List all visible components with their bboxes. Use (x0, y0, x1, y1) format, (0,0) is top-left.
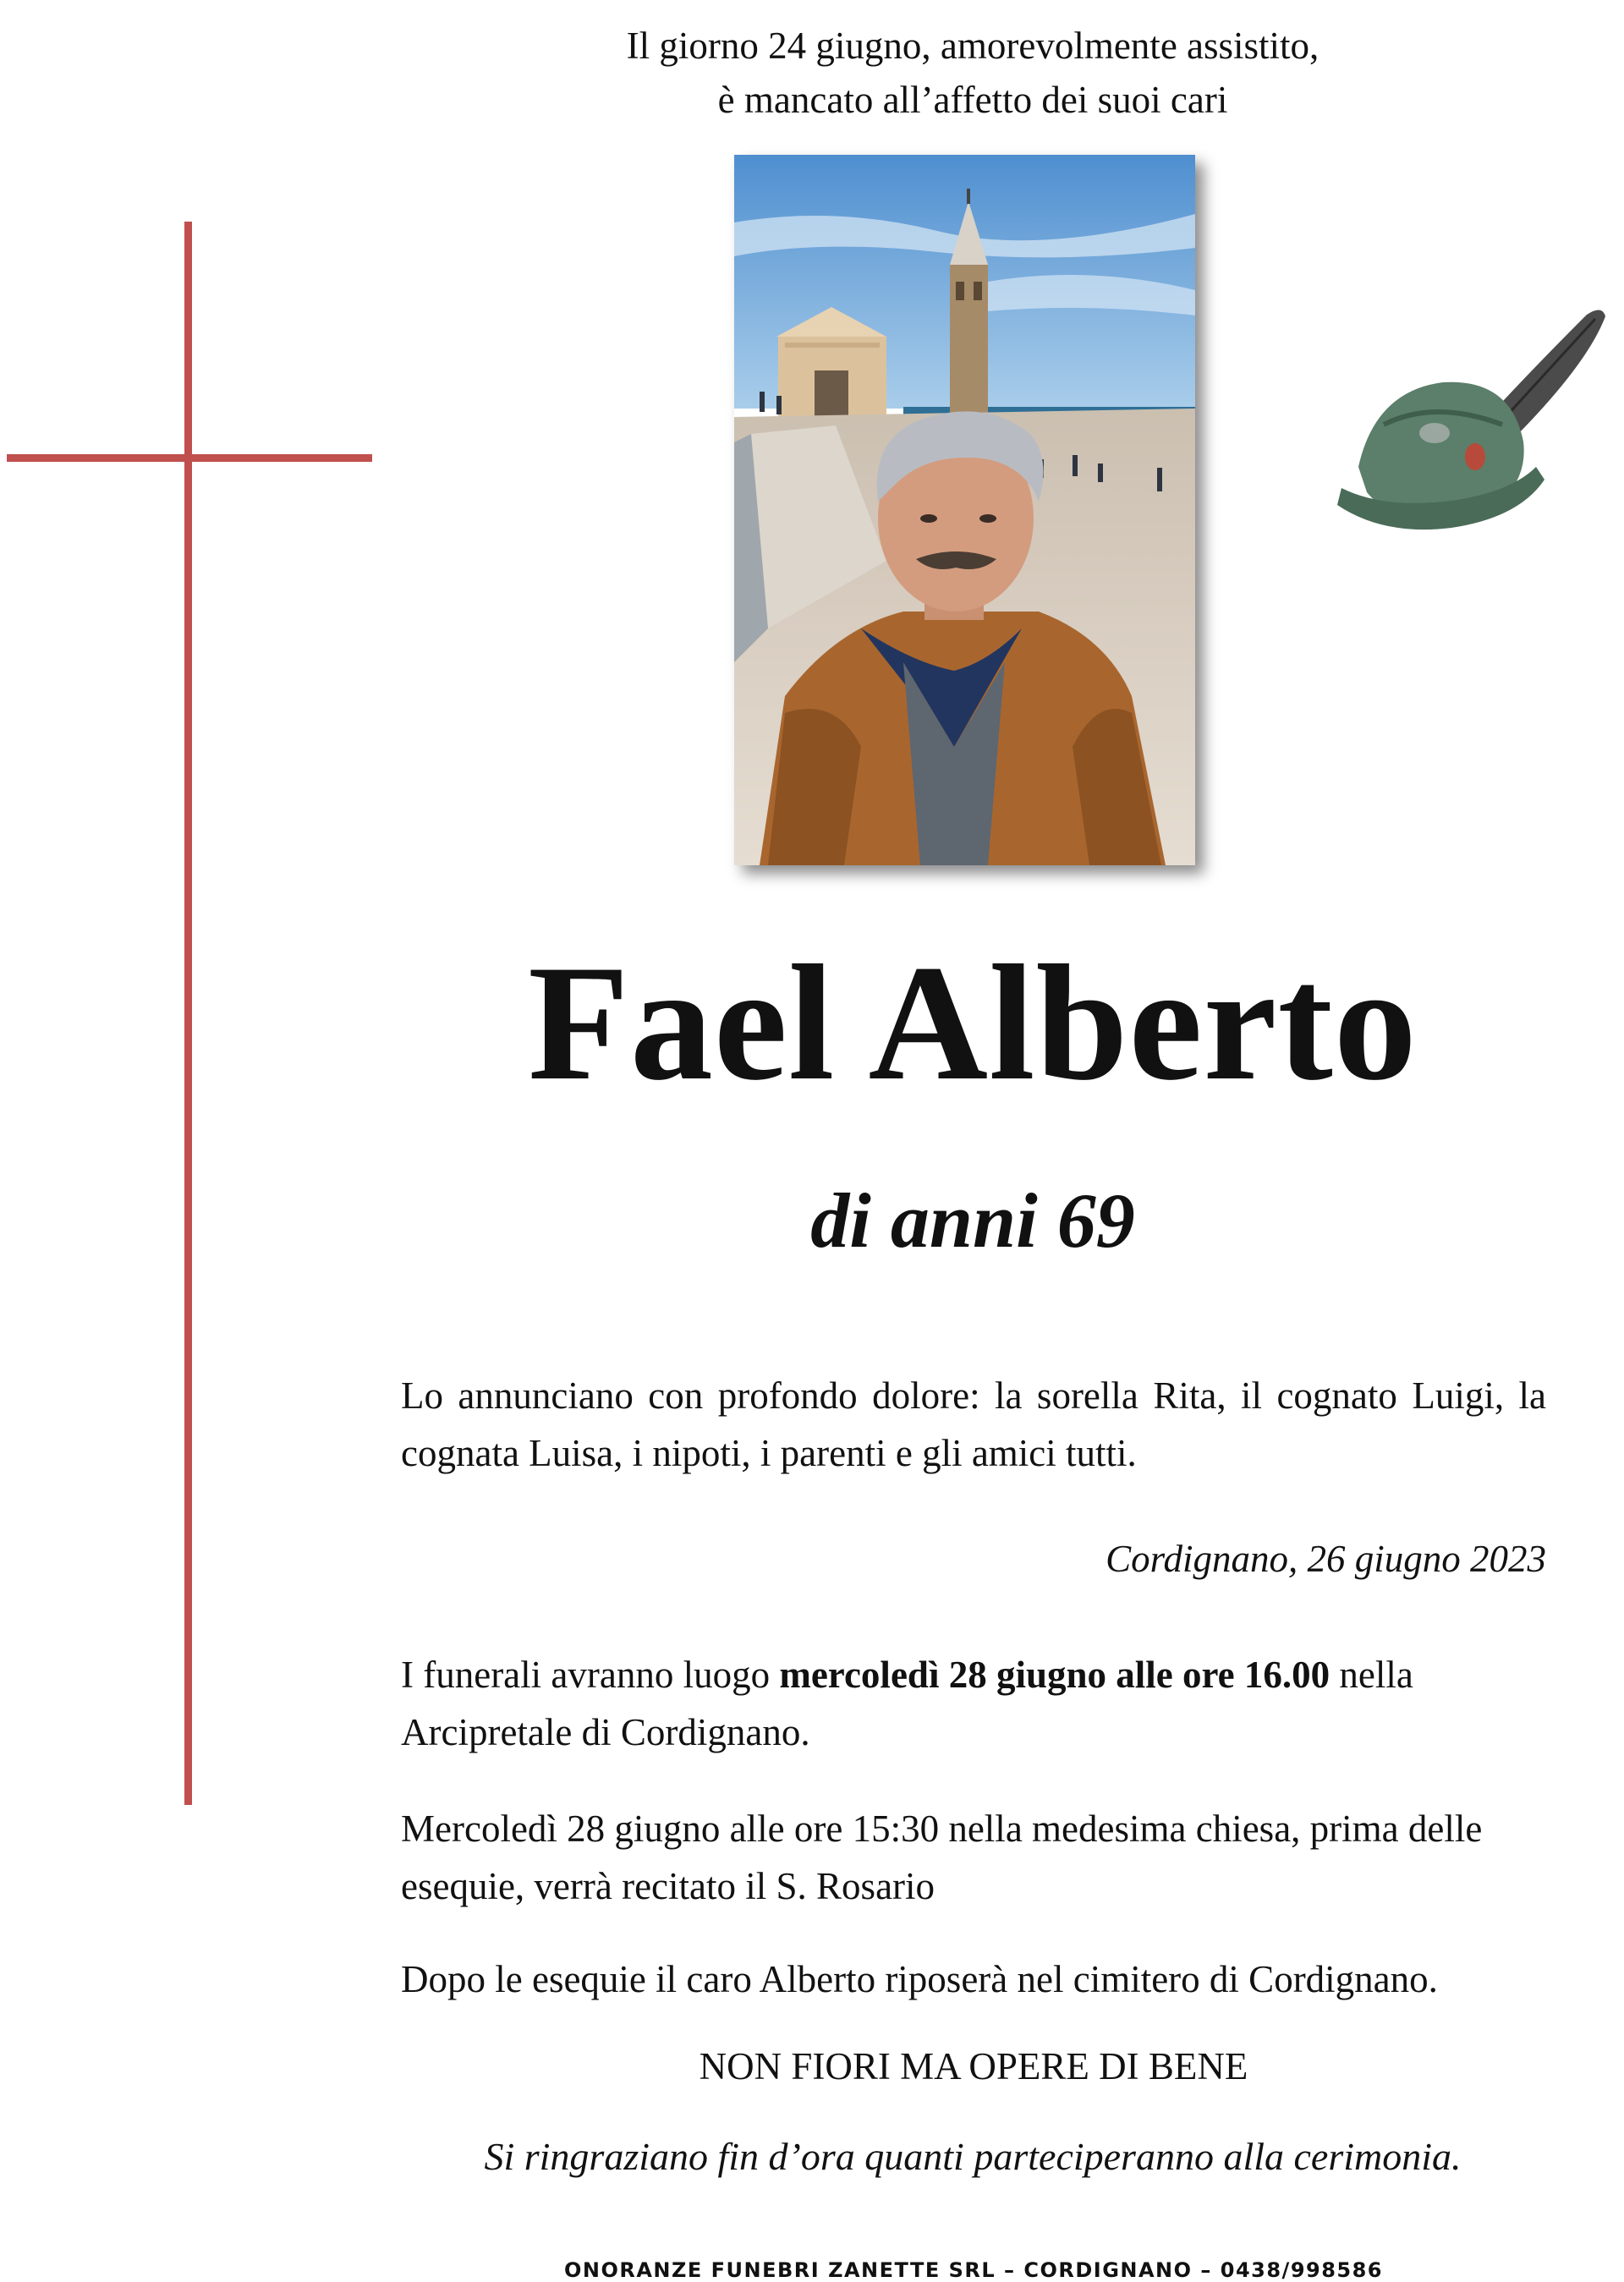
portrait-illustration (734, 155, 1195, 865)
funeral-home-footer: ONORANZE FUNEBRI ZANETTE SRL – CORDIGNANO – 0438/998586 (563, 2258, 1384, 2282)
thanks-note: Si ringraziano fin d’ora quanti parteciperanno alla cerimonia. (484, 2135, 1462, 2178)
intro-line-1: Il giorno 24 giugno, amorevolmente assistito, (626, 25, 1320, 67)
intro-line-2: è mancato all’affetto dei suoi cari (717, 79, 1228, 121)
deceased-name: Fael Alberto (528, 931, 1418, 1115)
place-date: Cordignano, 26 giugno 2023 (1106, 1538, 1546, 1580)
funeral-datetime: mercoledì 28 giugno alle ore 16.00 (779, 1654, 1330, 1696)
no-flowers-note: NON FIORI MA OPERE DI BENE (699, 2045, 1248, 2087)
funeral-prefix: I funerali avranno luogo (401, 1654, 780, 1696)
cross-icon-horizontal (7, 454, 372, 462)
rosary-info: Mercoledì 28 giugno alle ore 15:30 nella medesima chiesa, prima delle esequie, verrà recitato il S. Rosario (401, 1807, 1483, 1907)
portrait-photo (734, 155, 1195, 865)
announcement-text: Lo annunciano con profondo dolore: la sorella Rita, il cognato Luigi, la cognata Luisa, i nipoti, i parenti e gli amici tutti. (401, 1374, 1546, 1474)
deceased-age: di anni 69 (810, 1177, 1135, 1264)
intro-text (0, 19, 1624, 127)
funeral-suffix: nella Arcipretale di Cordignano. (401, 1654, 1413, 1753)
funeral-info (401, 1646, 1546, 1761)
burial-info: Dopo le esequie il caro Alberto riposerà nel cimitero di Cordignano. (401, 1958, 1438, 2000)
alpine-hat-icon (1333, 298, 1621, 543)
